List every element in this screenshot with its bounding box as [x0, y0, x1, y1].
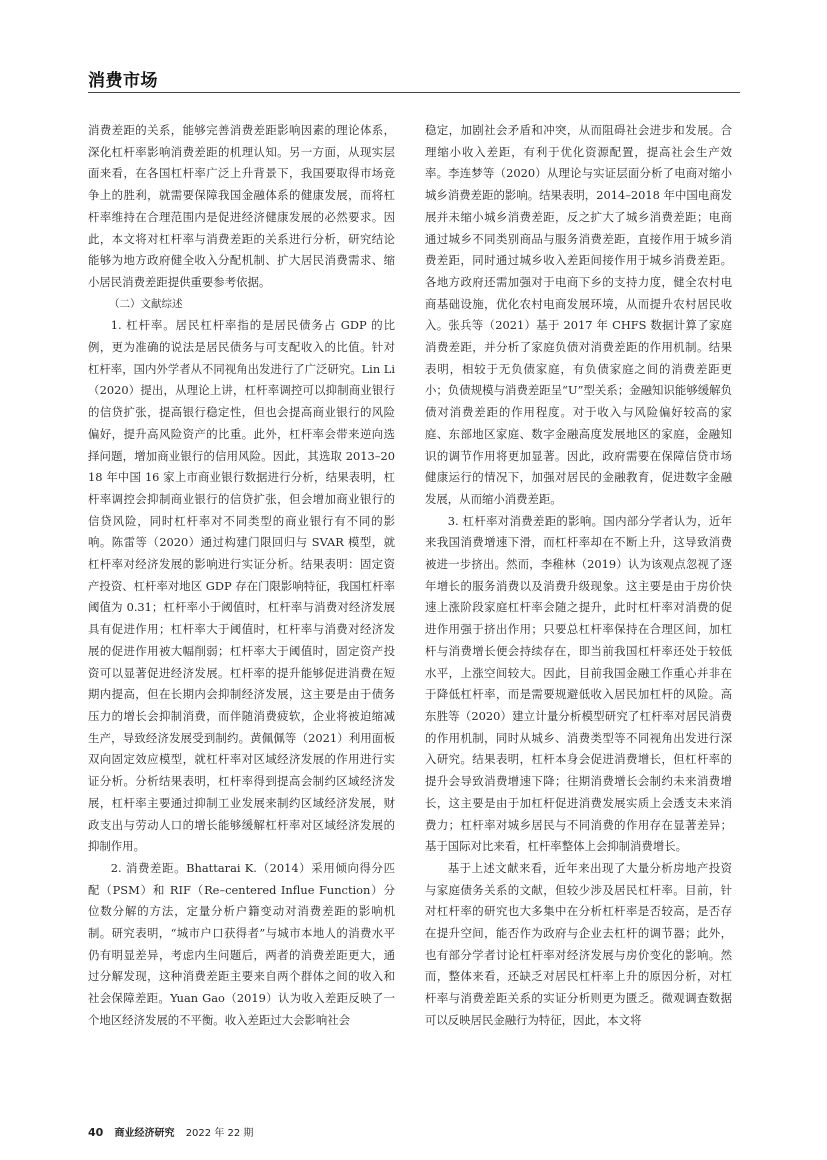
paragraph: 基于上述文献来看，近年来出现了大量分析房地产投资与家庭债务关系的文献，但较少涉及居民杠杆率。目前，针对杠杆率的研究也大多集中在分析杠杆率是否较高，是否存在提升空间，能否作为政府与企业去杠杆的调节器；此外，也有部分学者讨论杠杆率对经济发展与房价变化的影响。然而，整体来看，还缺乏对居民杠杆率上升的原因分析，对杠杆率与消费差距关系的实证分析则更为匮乏。微观调查数据可以反映居民金融行为特征，因此，本文将: [425, 860, 732, 1027]
section-title: 消费市场: [88, 71, 158, 91]
right-column: [425, 120, 732, 1032]
paragraph: 3. 杠杆率对消费差距的影响。国内部分学者认为，近年来我国消费增速下滑，而杠杆率却在不断上升，这导致消费被进一步挤出。然而，李稚林（2019）认为该观点忽视了逐年增长的服务消费以及消费升级现象。这主要是由于房价快速上涨阶段家庭杠杆率会随之提升，此时杠杆率对消费的促进作用强于挤出作用；只要总杠杆率保持在合理区间，加杠杆与消费增长便会持续存在，即当前我国杠杆率还处于较低水平，上涨空间较大。因此，目前我国金融工作重心并非在于降低杠杆率，而是需要规避低收入居民加杠杆的风险。高东胜等（2020）建立计量分析模型研究了杠杆率对居民消费的作用机制，同时从城乡、消费类型等不同视角出发进行深入研究。结果表明，杠杆本身会促进消费增长，但杠杆率的提升会导致消费增速下降；往期消费增长会制约未来消费增长，这主要是由于加杠杆促进消费发展实质上会透支未来消费力；杠杆率对城乡居民与不同消费的作用存在显著差异；基于国际对比来看，杠杆率整体上会抑制消费增长。: [425, 513, 732, 854]
paragraph: 1. 杠杆率。居民杠杆率指的是居民债务占 GDP 的比例，更为准确的说法是居民债务与可支配收入的比值。针对杠杆率，国内外学者从不同视角出发进行了广泛研究。Lin Li（2020）提出，从理论上讲，杠杆率调控可以抑制商业银行的信贷扩张，提高银行稳定性，但也会提高商业银行的风险偏好，提升高风险资产的比重。此外，杠杆率会带来逆向选择问题，增加商业银行的信用风险。因此，其选取 2013–2018 年中国 16 家上市商业银行数据进行分析，结果表明，杠杆率调控会抑制商业银行的信贷扩张，但会增加商业银行的信贷风险，同时杠杆率对不同类型的商业银行有不同的影响。陈雷等（2020）通过构建门限回归与 SVAR 模型，就杠杆率对经济发展的影响进行实证分析。结果表明：固定资产投资、杠杆率对地区 GDP 存在门限影响特征，我国杠杆率阈值为 0.31；杠杆率小于阈值时，杠杆率与消费对经济发展具有促进作用；杠杆率大于阈值时，杠杆率与消费对经济发展的促进作用被大幅削弱；杠杆率大于阈值时，固定资产投资可以显著促进经济发展。杠杆率的提升能够促进消费在短期内提高，但在长期内会抑制经济发展，这主要是由于债务压力的增长会抑制消费，而伴随消费疲软，企业将被迫缩减生产，导致经济发展受到制约。黄佩佩等（2021）利用面板双向固定效应模型，就杠杆率对区域经济发展的作用进行实证分析。分析结果表明，杠杆率得到提高会制约区域经济发展，杠杆率主要通过抑制工业发展来制约区域经济发展，财政支出与劳动人口的增长能够缓解杠杆率对区域经济发展的抑制作用。: [88, 318, 395, 854]
page-number: 40: [88, 1126, 104, 1139]
paragraph: 消费差距的关系，能够完善消费差距影响因素的理论体系，深化杠杆率影响消费差距的机理认知。另一方面，从现实层面来看，在各国杠杆率广泛上升背景下，我国要取得市场竞争上的胜利，就需要保障我国金融体系的健康发展，而将杠杆率维持在合理范围内是促进经济健康发展的必然要求。因此，本文将对杠杆率与消费差距的关系进行分析，研究结论能够为地方政府健全收入分配机制、扩大居民消费需求、缩小居民消费差距提供重要参考依据。: [88, 123, 395, 289]
issue-label: 2022 年 22 期: [185, 1128, 254, 1139]
page-footer: [88, 1124, 253, 1139]
header-divider: [88, 92, 740, 93]
left-column: [88, 120, 395, 1032]
paragraph: 稳定，加剧社会矛盾和冲突，从而阻碍社会进步和发展。合理缩小收入差距，有利于优化资源配置，提高社会生产效率。李连梦等（2020）从理论与实证层面分析了电商对缩小城乡消费差距的影响。结果表明，2014–2018 年中国电商发展并未缩小城乡消费差距，反之扩大了城乡消费差距；电商通过城乡不同类别商品与服务消费差距，直接作用于城乡消费差距，同时通过城乡收入差距间接作用于城乡消费差距。各地方政府还需加强对于电商下乡的支持力度，健全农村电商基础设施，优化农村电商发展环境，从而提升农村居民收入。张兵等（2021）基于 2017 年 CHFS 数据计算了家庭消费差距，并分析了家庭负债对消费差距的作用机制。结果表明，相较于无负债家庭，有负债家庭之间的消费差距更小；负债规模与消费差距呈“U”型关系；金融知识能够缓解负债对消费差距的作用程度。对于收入与风险偏好较高的家庭、东部地区家庭、数字金融高度发展地区的家庭，金融知识的调节作用将更加显著。因此，政府需要在保障信贷市场健康运行的情况下，加强对居民的金融教育，促进数字金融发展，从而缩小消费差距。: [425, 123, 732, 506]
section-subheading: （二）文献综述: [109, 297, 183, 310]
paragraph: 2. 消费差距。Bhattarai K.（2014）采用倾向得分匹配（PSM）和 RIF（Re–centered Influe Function）分位数分解的方法，定量分析户籍变动对消费差距的影响机制。研究表明，“城市户口获得者”与城市本地人的消费水平仍有明显差异，考虑内生问题后，两者的消费差距更大，通过分解发现，这种消费差距主要来自两个群体之间的收入和社会保障差距。Yuan Gao（2019）认为收入差距反映了一个地区经济发展的不平衡。收入差距过大会影响社会: [88, 860, 395, 1027]
journal-name: 商业经济研究: [114, 1128, 175, 1139]
